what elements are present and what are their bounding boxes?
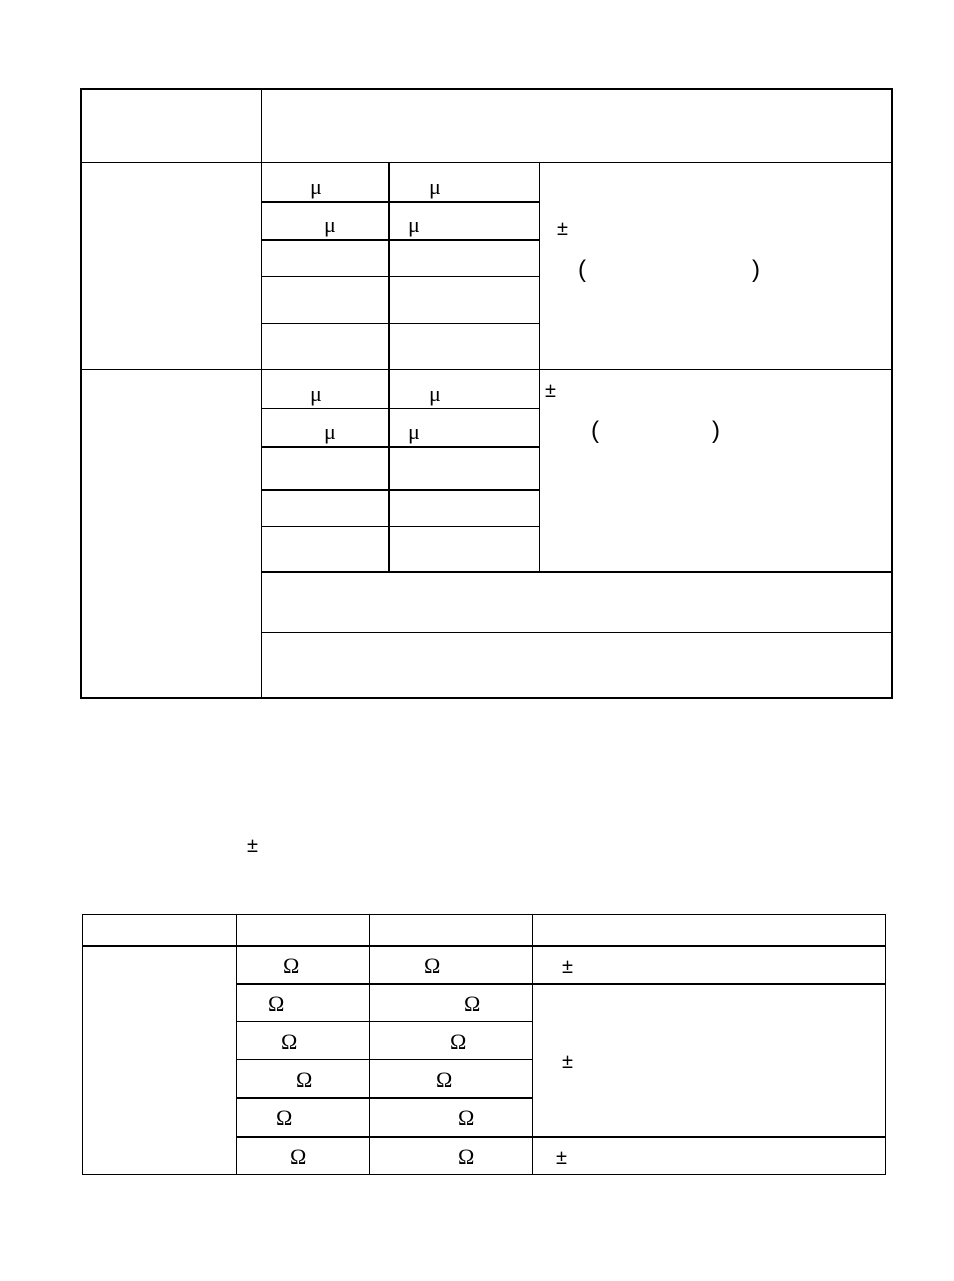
table-1-s1-hline-3 — [262, 276, 540, 277]
table-1-s2-hline-1 — [262, 408, 540, 409]
close-paren: ) — [752, 256, 760, 283]
table-2-border-bottom — [82, 1174, 886, 1175]
table-1-s2-hline-6 — [262, 632, 893, 633]
ohm-symbol: Ω — [290, 1144, 307, 1169]
mu-symbol: μ — [324, 212, 336, 237]
ohm-symbol: Ω — [436, 1067, 453, 1092]
table-1-s2-hline-2 — [262, 446, 540, 448]
mu-symbol: μ — [310, 381, 322, 406]
open-paren: ( — [578, 256, 586, 283]
table-1-s1-hline-1 — [262, 201, 540, 203]
table-1-s2-hline-3 — [262, 489, 540, 491]
plus-minus-symbol: ± — [247, 835, 258, 857]
table-2-border-left — [82, 914, 83, 1175]
table-2-hline-1 — [237, 983, 886, 985]
mu-symbol: μ — [408, 212, 420, 237]
table-1-s1-hline-2 — [262, 239, 540, 241]
plus-minus-symbol: ± — [545, 380, 556, 402]
table-1-row-divider-1 — [80, 162, 893, 163]
table-1-border-top — [80, 88, 893, 90]
table-2-hline-5 — [237, 1136, 886, 1138]
table-2-header-divider — [82, 945, 886, 947]
mu-symbol: μ — [324, 419, 336, 444]
mu-symbol: μ — [310, 174, 322, 199]
ohm-symbol: Ω — [268, 991, 285, 1016]
close-paren: ) — [712, 417, 720, 444]
table-1-s2-col-divider-a — [388, 369, 390, 572]
plus-minus-symbol: ± — [562, 1051, 573, 1073]
table-1-s2-col-divider-b — [539, 369, 540, 572]
table-1-label-divider — [261, 88, 262, 699]
mu-symbol: μ — [429, 381, 441, 406]
ohm-symbol: Ω — [276, 1105, 293, 1130]
table-1-border-bottom — [80, 697, 893, 699]
plus-minus-symbol: ± — [556, 1147, 567, 1169]
ohm-symbol: Ω — [283, 953, 300, 978]
plus-minus-symbol: ± — [557, 218, 568, 240]
table-1-s1-hline-4 — [262, 323, 540, 324]
open-paren: ( — [591, 417, 599, 444]
table-2-hline-3 — [237, 1059, 533, 1060]
mu-symbol: μ — [408, 419, 420, 444]
table-2-border-top — [82, 914, 886, 915]
ohm-symbol: Ω — [458, 1144, 475, 1169]
ohm-symbol: Ω — [296, 1067, 313, 1092]
table-1-s2-hline-4 — [262, 526, 540, 527]
table-2-hline-4 — [237, 1097, 533, 1099]
table-1-border-right — [891, 88, 893, 699]
table-1-border-left — [80, 88, 82, 699]
ohm-symbol: Ω — [458, 1105, 475, 1130]
ohm-symbol: Ω — [450, 1029, 467, 1054]
mu-symbol: μ — [429, 174, 441, 199]
table-1-s2-hline-5 — [262, 571, 893, 573]
ohm-symbol: Ω — [424, 953, 441, 978]
table-1-s1-col-divider-a — [388, 162, 390, 370]
ohm-symbol: Ω — [281, 1029, 298, 1054]
ohm-symbol: Ω — [464, 991, 481, 1016]
table-1-s1-col-divider-b — [539, 162, 540, 370]
plus-minus-symbol: ± — [562, 956, 573, 978]
table-2-hline-2 — [237, 1021, 533, 1022]
table-1-row-divider-2 — [80, 369, 893, 370]
